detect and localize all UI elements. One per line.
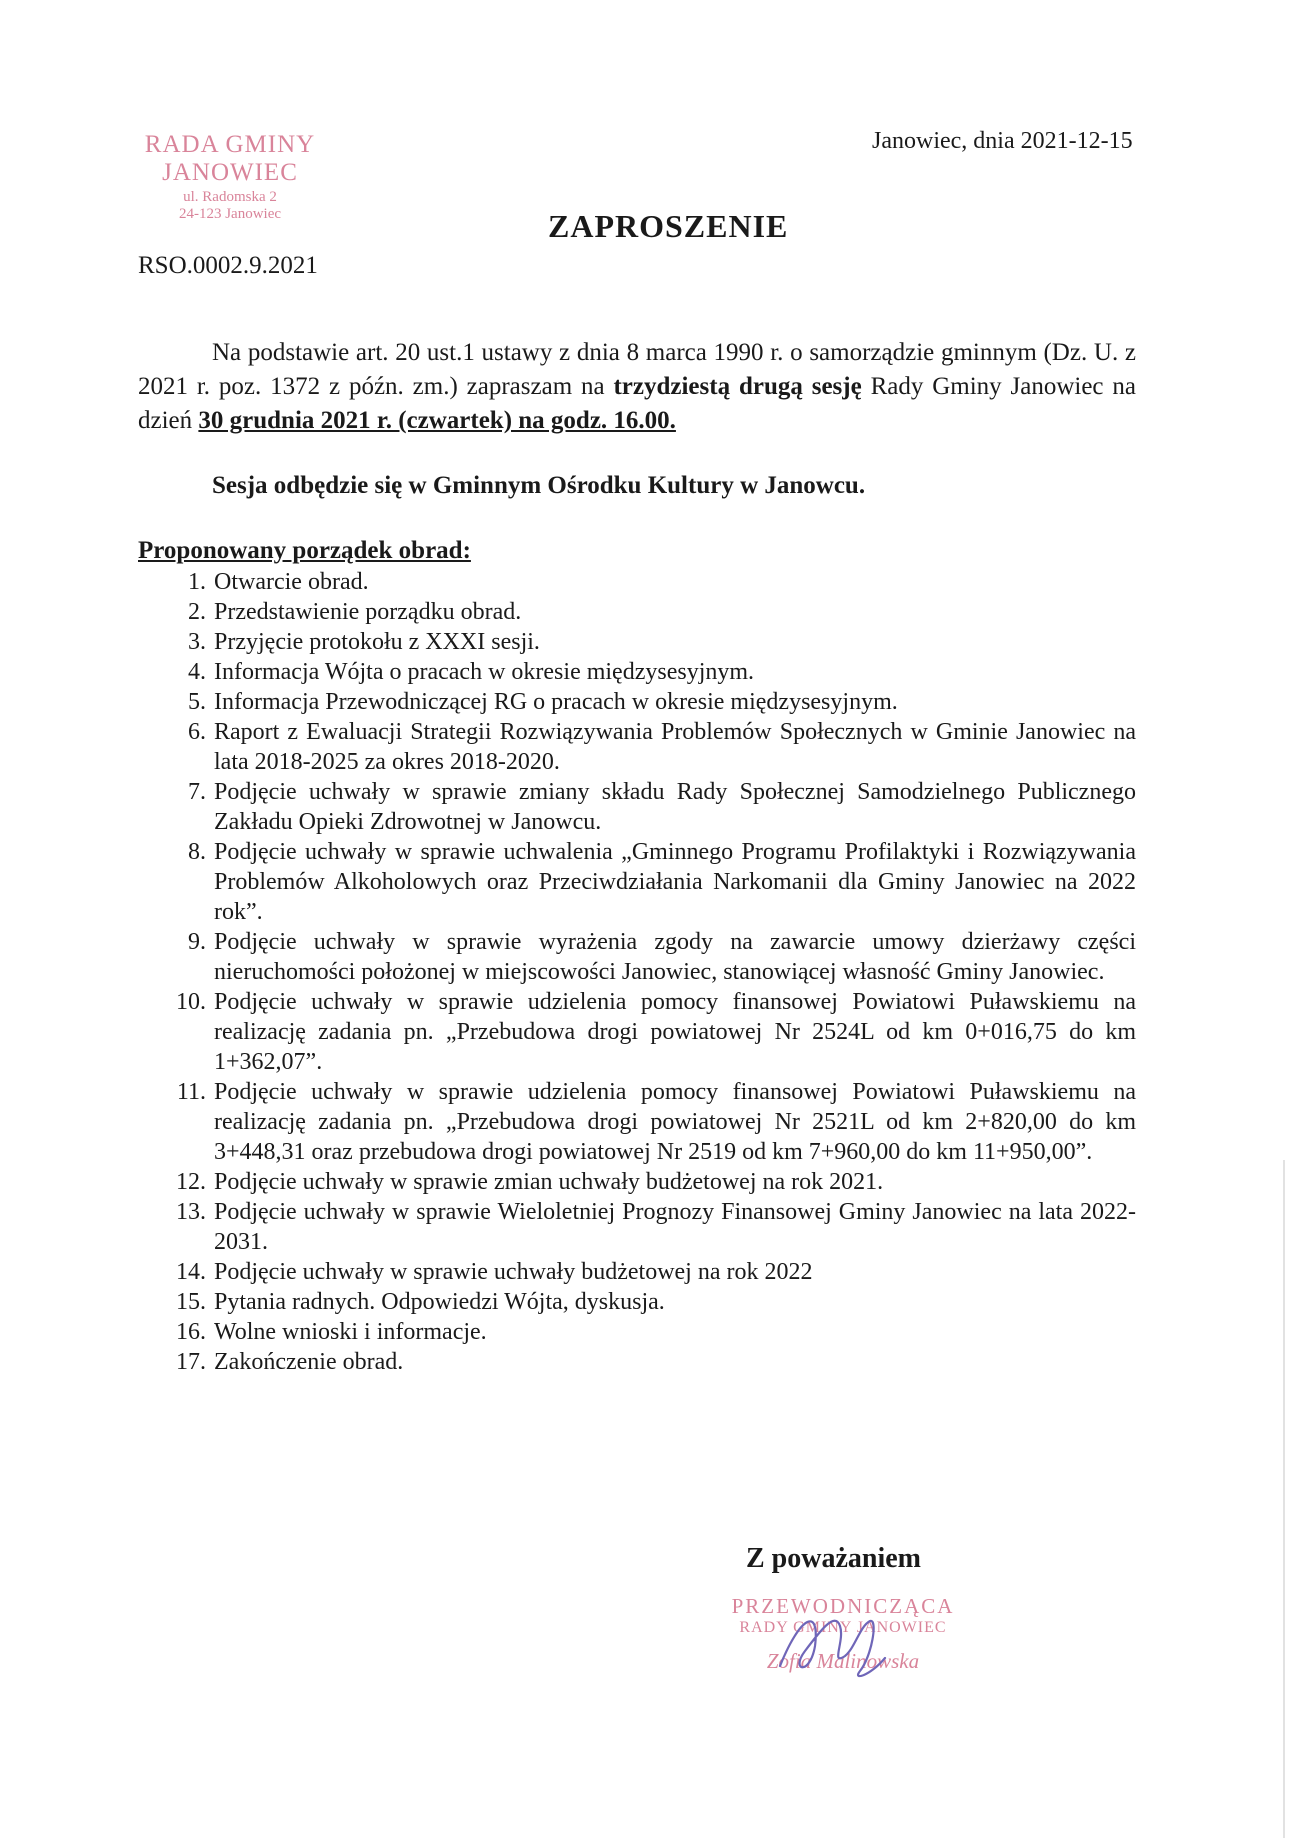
intro-text: Rady Gminy Janowiec na dzień xyxy=(138,373,1136,434)
agenda-item-text: Podjęcie uchwały w sprawie udzielenia pomocy finansowej Powiatowi Puławskiemu na realizację zadania pn. „Przebudowa drogi powiatowej Nr 2524L od km 0+016,75 do km 1+362,07”. xyxy=(214,989,1136,1075)
stamp-line: Zofia Malinowska xyxy=(766,1649,920,1673)
session-date: 30 grudnia 2021 r. (czwartek) na godz. 16.00. xyxy=(198,407,676,434)
agenda-item-number: 3. xyxy=(188,629,206,655)
agenda-item xyxy=(138,597,1136,627)
agenda-item-text: Podjęcie uchwały w sprawie uchwalenia „Gminnego Programu Profilaktyki i Rozwiązywania Problemów Alkoholowych oraz Przeciwdziałania Narkomanii dla Gminy Janowiec na 2022 rok”. xyxy=(214,839,1136,925)
stamp-line: JANOWIEC xyxy=(162,158,298,186)
place-date: Janowiec, dnia 2021-12-15 xyxy=(872,128,1133,154)
agenda-item-text: Przyjęcie protokołu z XXXI sesji. xyxy=(214,629,540,655)
agenda-item-text: Wolne wnioski i informacje. xyxy=(214,1319,487,1345)
agenda-heading: Proponowany porządek obrad: xyxy=(138,537,471,564)
agenda-item-text: Podjęcie uchwały w sprawie zmian uchwały budżetowej na rok 2021. xyxy=(214,1169,884,1195)
session-name: trzydziestą drugą sesję xyxy=(613,373,862,400)
agenda-item xyxy=(138,567,1136,597)
agenda-item-text: Informacja Wójta o pracach w okresie międzysesyjnym. xyxy=(214,659,755,685)
agenda-item-number: 14. xyxy=(176,1259,206,1285)
venue-line: Sesja odbędzie się w Gminnym Ośrodku Kultury w Janowcu. xyxy=(212,472,866,499)
agenda-item-text: Podjęcie uchwały w sprawie udzielenia pomocy finansowej Powiatowi Puławskiemu na realizację zadania pn. „Przebudowa drogi powiatowej Nr 2521L od km 2+820,00 do km 3+448,31 oraz przebudowa drogi powiatowej Nr 2519 od km 7+960,00 do km 11+950,00”. xyxy=(214,1079,1136,1165)
stamp-line: ul. Radomska 2 xyxy=(183,189,277,205)
agenda-item-text: Podjęcie uchwały w sprawie Wieloletniej Prognozy Finansowej Gminy Janowiec na lata 2022-2031. xyxy=(214,1199,1136,1255)
agenda-item-number: 8. xyxy=(188,839,206,865)
stamp-line: 24-123 Janowiec xyxy=(178,205,282,222)
stamp-line: PRZEWODNICZĄCA xyxy=(731,1594,955,1618)
agenda-item xyxy=(138,837,1136,927)
agenda-item-text: Raport z Ewaluacji Strategii Rozwiązywania Problemów Społecznych w Gminie Janowiec na lata 2018-2025 za okres 2018-2020. xyxy=(214,719,1136,775)
agenda-list xyxy=(138,567,1136,1377)
agenda-item xyxy=(138,1197,1136,1257)
agenda-item-number: 13. xyxy=(176,1199,206,1225)
agenda-item xyxy=(138,1167,1136,1197)
agenda-item-number: 12. xyxy=(176,1169,206,1195)
agenda-item-number: 9. xyxy=(188,929,206,955)
council-stamp xyxy=(140,131,320,222)
scan-edge-line xyxy=(1283,1160,1285,1838)
agenda-item-text: Przedstawienie porządku obrad. xyxy=(214,599,522,625)
stamp-line: RADA GMINY xyxy=(144,131,316,158)
agenda-item-number: 6. xyxy=(188,719,206,745)
agenda-item-number: 11. xyxy=(176,1079,206,1105)
agenda-item xyxy=(138,1347,1136,1377)
agenda-item-number: 2. xyxy=(188,599,206,625)
handwritten-signature xyxy=(760,1596,900,1686)
agenda-item xyxy=(138,1077,1136,1167)
agenda-item xyxy=(138,627,1136,657)
agenda-item-text: Pytania radnych. Odpowiedzi Wójta, dyskusja. xyxy=(214,1289,665,1315)
agenda-item-text: Informacja Przewodniczącej RG o pracach w okresie międzysesyjnym. xyxy=(214,689,898,715)
agenda-item-number: 1. xyxy=(188,569,206,595)
agenda-item xyxy=(138,1287,1136,1317)
agenda-item xyxy=(138,657,1136,687)
agenda-item xyxy=(138,687,1136,717)
agenda-item-number: 7. xyxy=(188,779,206,805)
agenda-item xyxy=(138,987,1136,1077)
document-title: ZAPROSZENIE xyxy=(548,208,789,244)
agenda-item xyxy=(138,927,1136,987)
reference-number: RSO.0002.9.2021 xyxy=(138,252,318,279)
agenda-item-text: Zakończenie obrad. xyxy=(214,1349,404,1375)
intro-paragraph xyxy=(138,336,1136,438)
agenda-item-number: 5. xyxy=(188,689,206,715)
agenda-item-number: 16. xyxy=(176,1319,206,1345)
closing-phrase: Z poważaniem xyxy=(746,1543,921,1574)
agenda-item xyxy=(138,1257,1136,1287)
agenda-item-number: 17. xyxy=(176,1349,206,1375)
agenda-item-number: 15. xyxy=(176,1289,206,1315)
agenda-item-text: Podjęcie uchwały w sprawie wyrażenia zgody na zawarcie umowy dzierżawy części nieruchomości położonej w miejscowości Janowiec, stanowiącej własność Gminy Janowiec. xyxy=(214,929,1136,985)
agenda-item-number: 10. xyxy=(176,989,206,1015)
agenda-item xyxy=(138,1317,1136,1347)
agenda-item xyxy=(138,777,1136,837)
agenda-item-text: Otwarcie obrad. xyxy=(214,569,369,595)
stamp-line: RADY GMINY JANOWIEC xyxy=(739,1619,947,1636)
agenda-item-text: Podjęcie uchwały w sprawie zmiany składu Rady Społecznej Samodzielnego Publicznego Zakładu Opieki Zdrowotnej w Janowcu. xyxy=(214,779,1136,835)
agenda-item xyxy=(138,717,1136,777)
agenda-item-text: Podjęcie uchwały w sprawie uchwały budżetowej na rok 2022 xyxy=(214,1259,813,1285)
intro-text: Na podstawie art. 20 ust.1 ustawy z dnia 8 marca 1990 r. o samorządzie gminnym (Dz. U. z 2021 r. poz. 1372 z późn. zm.) zapraszam na xyxy=(138,339,1136,400)
agenda-item-number: 4. xyxy=(188,659,206,685)
